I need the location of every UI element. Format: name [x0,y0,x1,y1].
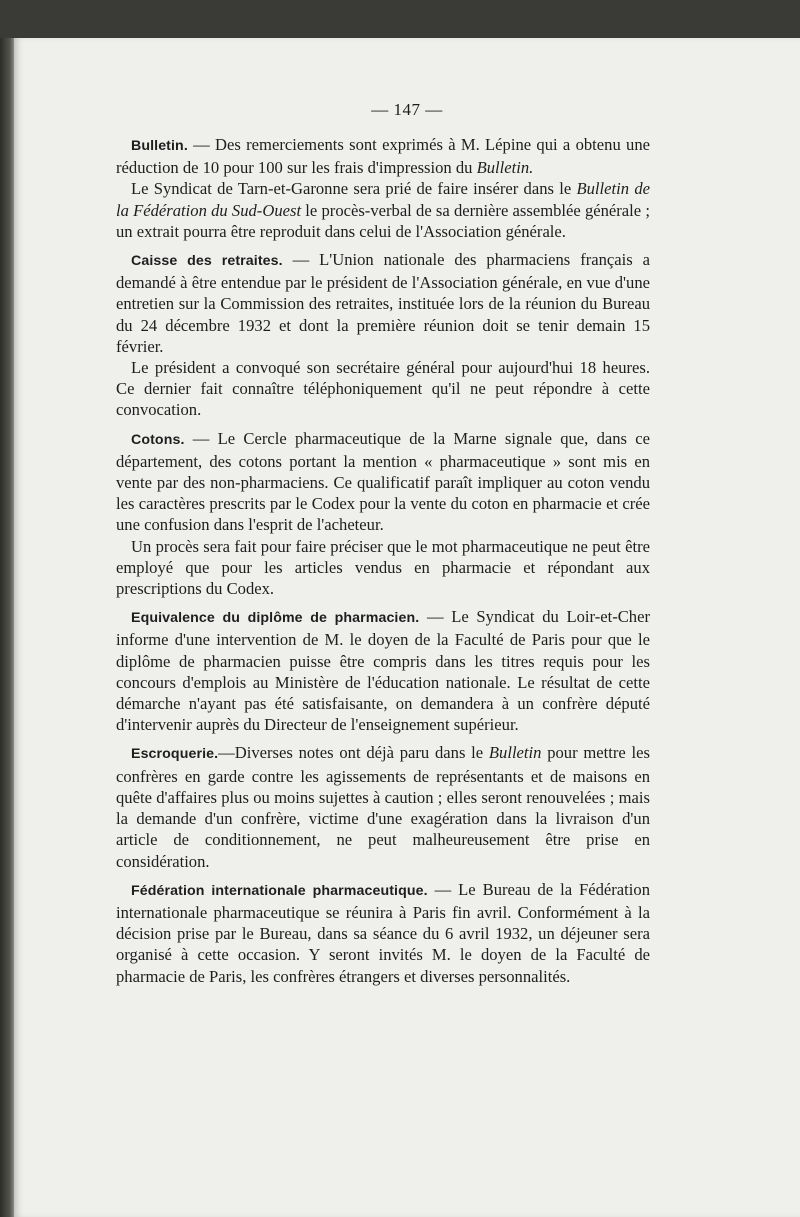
document-page [14,38,800,1217]
section-lead-text: — Le Syndicat du Loir-et-Cher informe d'une intervention de M. le doyen de la Faculté de Paris pour que le diplôme de pharmacien puisse être compris dans les titres requis pour les concours d'emplois au Ministère de l'éducation nationale. Le résultat de cette démarche n'ayant pas été satisfaisante, on demandera à un confrère député d'intervenir auprès du Directeur de l'enseignement supérieur. [116,607,650,735]
section-equivalence-lead [116,606,650,735]
body-text [116,134,650,987]
section-federation-lead [116,879,650,987]
section-caisse-lead [116,249,650,357]
section-lead-text: — Le Cercle pharmaceutique de la Marne signale que, dans ce département, des cotons portant la mention « pharmaceutique » sont mis en vente par des non-pharmaciens. Ce qualificatif paraît impliquer au coton vendu les caractères prescrits par le Codex pour la vente du coton en pharmacie et crée une confusion dans l'esprit de l'acheteur. [116,428,650,535]
section-heading: Caisse des retraites. [131,253,283,270]
section-lead-italic: Bulletin. [476,158,534,178]
section-lead-text: —Diverses notes ont déjà paru dans le [218,743,489,763]
section-lead-text: — Le Bureau de la Fédération internationale pharmaceutique se réunira à Paris fin avril. Conformément à la décision prise par le Bureau, dans sa séance du 6 avril 1932, un déjeuner sera organisé à cette occasion. Y seront invités M. le doyen de la Faculté de pharmacie de Paris, les confrères étrangers et diverses personnalités. [116,879,650,986]
page-number: — 147 — [371,100,443,119]
section-escroquerie-lead: Escroquerie.—Diverses notes ont déjà paru dans le Bulletin pour mettre les confrères en garde contre les agissements de représentants et de maisons en quête d'affaires plus ou moins sujettes à caution ; elles seront renouvelées ; mais la demande d'un confrère, victime d'une exagération dans la livraison d'un article de conditionnement, ne peut malheureusement être prise en considération. [116,743,650,871]
section-heading: Equivalence du diplôme de pharmacien. [131,610,420,627]
section-heading: Fédération internationale pharmaceutique. [131,882,428,899]
journal-title: Bulletin de la Fédération du Sud-Ouest [116,179,650,220]
section-lead-italic: Bulletin [488,743,542,763]
section-heading: Bulletin. [131,138,188,154]
section-cotons-lead [116,428,650,536]
section-heading: Cotons. [131,431,185,448]
paragraph: Un procès sera fait pour faire préciser que le mot pharmaceutique ne peut être employé que pour les articles vendus en pharmacie et répondant aux prescriptions du Codex. [116,536,650,599]
section-heading: Escroquerie. [131,746,219,763]
section-lead-text: — L'Union nationale des pharmaciens français a demandé à être entendue par le président de l'Association générale, en vue d'une entretien sur la Commission des retraites, instituée lors de la réunion du Bureau du 24 décembre 1932 et dont la première réunion doit se tenir demain 15 février. [116,250,650,356]
section-lead-text: — Des remerciements sont exprimés à M. Lépine qui a obtenu une réduction de 10 pour 100 sur les frais d'impression du [116,135,650,178]
book-binding-edge [0,38,14,1217]
section-bulletin-lead [116,134,650,178]
paragraph: Le Syndicat de Tarn-et-Garonne sera prié de faire insérer dans le Bulletin de la Fédération du Sud-Ouest le procès-verbal de sa dernière assemblée générale ; un extrait pourra être reproduit dans celui de l'Association générale. [116,179,650,241]
paragraph: Le président a convoqué son secrétaire général pour aujourd'hui 18 heures. Ce dernier fait connaître téléphoniquement qu'il ne peut répondre à cette convocation. [116,358,650,420]
